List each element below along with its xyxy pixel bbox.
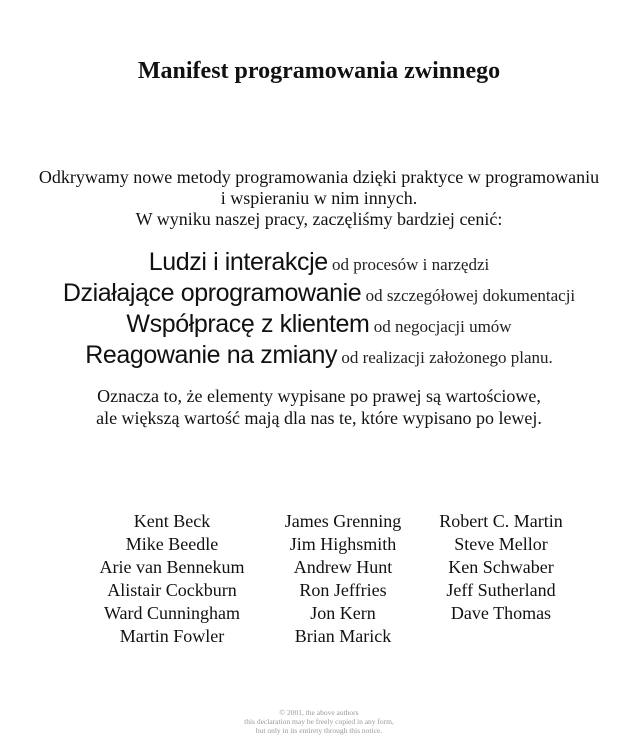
- value-rest: od szczegółowej dokumentacji: [361, 286, 576, 305]
- author-name: Arie van Bennekum: [99, 557, 245, 577]
- footer-line: but only in its entirety through this notice.: [255, 726, 383, 735]
- value-rest: od realizacji założonego planu.: [337, 348, 553, 367]
- value-row-collaboration: [0, 309, 638, 340]
- statement-line: ale większą wartość mają dla nas te, które wypisano po lewej.: [96, 408, 542, 428]
- value-main: Działające oprogramowanie: [62, 279, 362, 307]
- footer-line: this declaration may be freely copied in any form,: [244, 717, 394, 726]
- author-name: Martin Fowler: [119, 626, 225, 646]
- statement-line: Oznacza to, że elementy wypisane po prawej są wartościowe,: [97, 386, 541, 406]
- author-name: Robert C. Martin: [439, 511, 563, 531]
- footer-line: © 2001, the above authors: [279, 708, 359, 717]
- page-title: Manifest programowania zwinnego: [137, 58, 501, 84]
- intro-paragraph: [0, 167, 638, 230]
- closing-statement: [0, 385, 638, 429]
- intro-line: W wyniku naszej pracy, zaczęliśmy bardziej cenić:: [135, 209, 503, 229]
- authors-column-3: [401, 510, 601, 625]
- author-name: Kent Beck: [133, 511, 211, 531]
- value-rest: od negocjacji umów: [369, 317, 512, 336]
- author-name: Ron Jeffries: [299, 580, 387, 600]
- author-name: Jeff Sutherland: [446, 580, 556, 600]
- author-name: Alistair Cockburn: [107, 580, 237, 600]
- value-main: Ludzi i interakcje: [148, 248, 328, 276]
- intro-line: Odkrywamy nowe metody programowania dzięki praktyce w programowaniu: [38, 167, 600, 187]
- author-name: Dave Thomas: [450, 603, 552, 623]
- value-row-responding: [0, 340, 638, 371]
- author-name: Brian Marick: [294, 626, 392, 646]
- value-row-individuals: [0, 247, 638, 278]
- author-name: Jim Highsmith: [289, 534, 397, 554]
- author-name: Mike Beedle: [125, 534, 219, 554]
- value-row-software: [0, 278, 638, 309]
- intro-line: i wspieraniu w nim innych.: [220, 188, 418, 208]
- author-name: Steve Mellor: [454, 534, 548, 554]
- author-name: Ken Schwaber: [448, 557, 554, 577]
- author-name: Andrew Hunt: [293, 557, 393, 577]
- copyright-footer: [0, 708, 638, 735]
- value-rest: od procesów i narzędzi: [327, 255, 490, 274]
- author-name: James Grenning: [284, 511, 402, 531]
- author-name: Ward Cunningham: [103, 603, 241, 623]
- values-list: [0, 247, 638, 371]
- authors-column-1: [72, 510, 272, 648]
- value-main: Współpracę z klientem: [126, 310, 370, 338]
- author-name: Jon Kern: [310, 603, 376, 623]
- value-main: Reagowanie na zmiany: [85, 341, 338, 369]
